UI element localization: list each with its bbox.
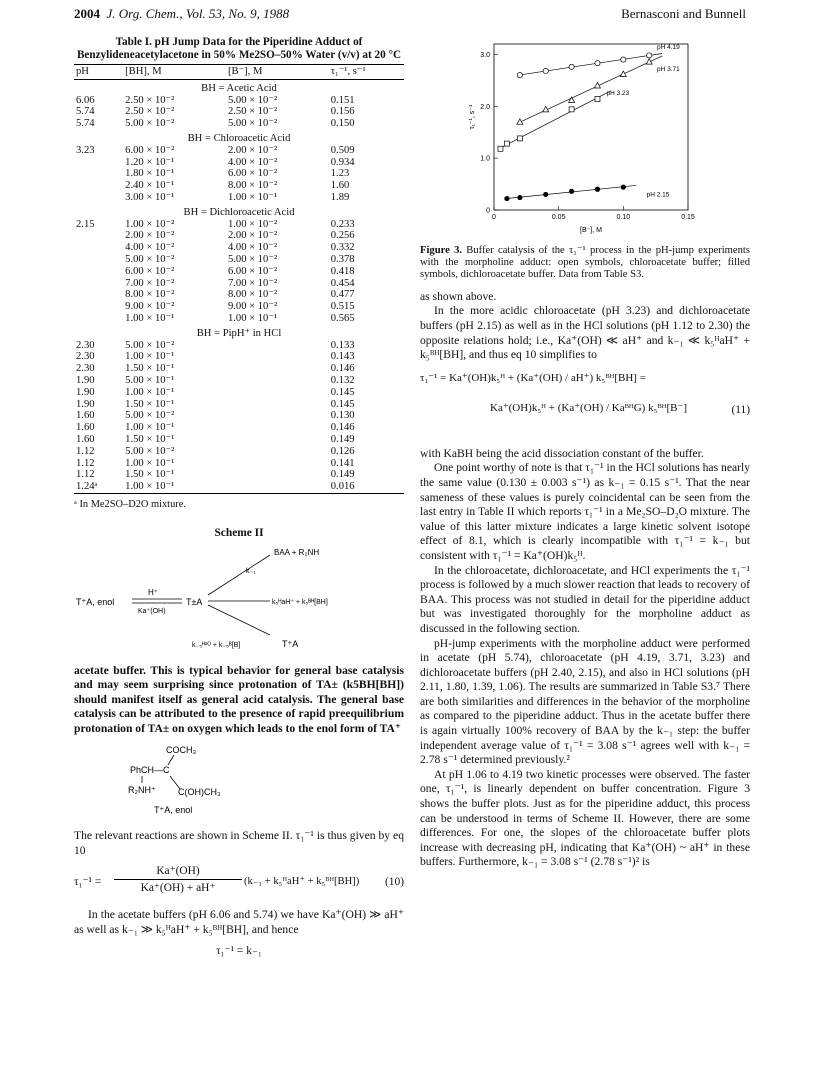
- scheme-ta-plus: T⁺A: [282, 639, 299, 650]
- table-cell: 3.23: [76, 144, 95, 156]
- x-tick-label: 0.10: [616, 214, 631, 221]
- table-cell: 0.565: [330, 312, 355, 324]
- table-row: [74, 242, 404, 254]
- table-cell: 5.00 × 10⁻²: [125, 253, 175, 265]
- table-cell: 0.151: [330, 94, 355, 106]
- data-point: [498, 146, 503, 151]
- table-cell: 0.934: [330, 156, 355, 168]
- table-cell: 6.00 × 10⁻²: [125, 144, 175, 156]
- data-point: [595, 61, 600, 66]
- table-row: [74, 95, 404, 107]
- table-row: [74, 230, 404, 242]
- table-cell: 1.00 × 10⁻²: [125, 218, 175, 230]
- table-cell: 0.145: [330, 398, 355, 410]
- data-point: [620, 71, 626, 77]
- series-line: [500, 91, 610, 148]
- table-cell: 1.12: [76, 469, 95, 481]
- table-cell: 8.00 × 10⁻²: [227, 180, 278, 192]
- y-tick-label: 1.0: [480, 155, 490, 163]
- data-point: [517, 73, 522, 78]
- table-cell: [74, 168, 123, 180]
- scheme-k-minus1: k₋₁: [246, 568, 256, 576]
- table-cell: 1.50 × 10⁻¹: [125, 398, 175, 410]
- table-cell: 0.454: [330, 277, 355, 289]
- table-cell: [226, 458, 329, 470]
- table-cell: 2.30: [76, 351, 95, 363]
- table-row: [74, 118, 404, 130]
- paragraph: At pH 1.06 to 4.19 two kinetic processes were observed. The faster one, τ₁⁻¹, is linearly dependent on buffer concentration. Figure 3 shows the buffer plots. Just as for the piperidine adduct, this process can be understood in terms of Scheme II. However, there are some differences. For one, the slopes of the chloroacetate buffer plots increase with decreasing pH, indicating that Ka⁺(OH) ~ aH⁺ in these buffers. Furthermore, k₋₁ = 3.08 s⁻¹ (2.78 s⁻¹)² is: [420, 767, 750, 869]
- table-cell: 5.00 × 10⁻²: [227, 94, 278, 106]
- table-group-title: BH = Chloroacetic Acid: [187, 132, 291, 144]
- table-row: [74, 458, 404, 470]
- table-cell: 1.00 × 10⁻²: [227, 218, 278, 230]
- y-tick-label: 2.0: [480, 103, 490, 111]
- scheme-ta-pm: T±A: [186, 597, 203, 608]
- table-cell: [226, 375, 329, 387]
- paragraph: The relevant reactions are shown in Scheme II. τ₁⁻¹ is thus given by eq 10: [74, 829, 404, 857]
- table-group-title: BH = Acetic Acid: [201, 82, 277, 94]
- series-line: [520, 53, 662, 74]
- table-cell: [226, 399, 329, 411]
- table-cell: [74, 157, 123, 169]
- table-cell: 6.00 × 10⁻²: [227, 168, 278, 180]
- table-cell: 2.30: [76, 339, 95, 351]
- table-header-cell: [B⁻], M: [226, 65, 329, 80]
- table-cell: 4.00 × 10⁻²: [125, 242, 175, 254]
- table-cell: 0.515: [330, 301, 355, 313]
- equation-11: τ₁⁻¹ = Ka⁺(OH)k₅ᴴ + (Ka⁺(OH) / aH⁺) k₅ᴮᴴ[BH] = Ka⁺(OH)k₅ᴴ + (Ka⁺(OH) / KaᴮᴴG) k₅ᴮᴴ[B⁻] (11): [420, 371, 750, 416]
- paragraph: One point worthy of note is that τ₁⁻¹ in the HCl solutions has nearly the same value (0.130 ± 0.003 s⁻¹) as k₋₁ = 0.15 s⁻¹. That the near sameness of these values is purely coincidental can be seen from the last entry in Table II which reports τ₁⁻¹ in a Me₂SO–D₂O mixture. The value of this latter mixture indicates a large kinetic solvent isotope effect of 8.1, which is clearly incompatible with τ₁⁻¹ = k₋₁ but consistent with τ₁⁻¹ = Ka⁺(OH)k₅ᴴ.: [420, 461, 750, 562]
- table-cell: 0.233: [330, 218, 355, 230]
- table-cell: 0.143: [330, 351, 355, 363]
- table-cell: 1.80 × 10⁻¹: [125, 168, 175, 180]
- table-cell: [74, 192, 123, 204]
- table-cell: 0.378: [330, 253, 355, 265]
- table-cell: 1.90: [76, 374, 95, 386]
- table-cell: 6.06: [76, 94, 95, 106]
- table-row: [74, 145, 404, 157]
- figure-3-chart: [420, 36, 750, 236]
- table-row: [74, 157, 404, 169]
- enol-structure: [74, 743, 274, 819]
- table-cell: [74, 266, 123, 278]
- table-footnote: ᵃ In Me2SO–D2O mixture.: [74, 498, 186, 510]
- table-cell: 0.132: [330, 374, 355, 386]
- figure-caption: Figure 3. Buffer catalysis of the τ₁⁻¹ process in the pH-jump experiments with the morpholine adduct: open symbols, chloroacetate buffer; filled symbols, dichloroacetate buffer. Data from Table S3.: [420, 244, 750, 281]
- table-cell: [226, 340, 329, 352]
- table-cell: 8.00 × 10⁻²: [227, 289, 278, 301]
- reaction-scheme: [74, 543, 374, 653]
- scheme-km5-terms: k₋₅ᴴ²ᴼ + k₋₅ᴮ[B]: [192, 642, 241, 650]
- data-point: [621, 57, 626, 62]
- table-row: [74, 266, 404, 278]
- paragraph: In the chloroacetate, dichloroacetate, and HCl experiments the τ₁⁻¹ process is followed by a much slower reaction that leads to recovery of BAA. This process was not studied in detail for the piperidine adduct but was investigated thoroughly for the morpholine adduct as discussed in the following section.: [420, 563, 750, 635]
- table-cell: 2.15: [76, 218, 95, 230]
- table-header-cell: τ₁⁻¹, s⁻¹: [329, 65, 404, 80]
- x-tick-label: 0.15: [681, 214, 695, 221]
- table-cell: 0.146: [330, 422, 355, 434]
- table-row: [74, 422, 404, 434]
- x-tick-label: 0: [492, 214, 496, 221]
- table-cell: [226, 481, 329, 493]
- table-row: [74, 289, 404, 301]
- table-cell: 5.00 × 10⁻¹: [125, 374, 175, 386]
- table-cell: [226, 434, 329, 446]
- table-cell: 2.00 × 10⁻²: [125, 230, 175, 242]
- table-cell: [226, 422, 329, 434]
- data-point: [543, 192, 548, 197]
- data-point: [647, 53, 652, 58]
- table-cell: 5.00 × 10⁻²: [125, 339, 175, 351]
- table-cell: 0.256: [330, 230, 355, 242]
- data-point: [595, 187, 600, 192]
- running-header: [74, 6, 746, 24]
- table-cell: [74, 289, 123, 301]
- table-cell: 0.332: [330, 242, 355, 254]
- table-row: [74, 469, 404, 481]
- table-cell: 0.141: [330, 457, 355, 469]
- table-cell: 2.30: [76, 363, 95, 375]
- table-cell: 8.00 × 10⁻²: [125, 289, 175, 301]
- data-point: [569, 107, 574, 112]
- table-header-cell: pH: [74, 65, 123, 80]
- table-cell: 1.60: [76, 410, 95, 422]
- table-cell: [226, 469, 329, 481]
- struct-label: T⁺A, enol: [154, 804, 193, 815]
- table-row: [74, 278, 404, 290]
- table-group-title: BH = PipH⁺ in HCl: [196, 327, 282, 339]
- table-cell: 5.00 × 10⁻²: [125, 445, 175, 457]
- table-cell: 1.50 × 10⁻¹: [125, 469, 175, 481]
- table-cell: 0.126: [330, 445, 355, 457]
- table-row: [74, 180, 404, 192]
- data-table: [74, 64, 404, 494]
- table-cell: 0.146: [330, 363, 355, 375]
- table-cell: 1.20 × 10⁻¹: [125, 156, 175, 168]
- table-cell: 1.60: [330, 180, 350, 192]
- table-cell: 1.00 × 10⁻¹: [125, 312, 175, 324]
- page-number: 2004: [74, 6, 100, 21]
- y-tick-label: 0: [486, 207, 490, 215]
- table-cell: 1.00 × 10⁻¹: [123, 481, 226, 493]
- table-row: [74, 168, 404, 180]
- table-row: [74, 375, 404, 387]
- data-point: [569, 189, 574, 194]
- series-line: [520, 56, 662, 122]
- table-cell: [74, 242, 123, 254]
- authors: Bernasconi and Bunnell: [621, 6, 746, 21]
- data-point: [543, 68, 548, 73]
- struct-coch3: COCH₃: [166, 744, 197, 755]
- table-row: [74, 192, 404, 204]
- x-axis-label: [B⁻], M: [580, 227, 602, 234]
- table-cell: [226, 446, 329, 458]
- scheme-k5-terms: k₅ᴴaH⁺ + k₅ᴮᴴ[BH]: [272, 599, 328, 607]
- data-point: [517, 136, 522, 141]
- paragraph: In the more acidic chloroacetate (pH 3.23) and dichloroacetate buffers (pH 2.15) as well as in the HCl solutions (pH 1.12 to 2.30) the opposite relations hold; i.e., Ka⁺(OH) ≪ aH⁺ and k₋₁ ≪ k₅ᴴaH⁺ + k₅ᴮᴴ[BH], and thus eq 10 simplifies to: [420, 304, 750, 362]
- table-row: [74, 351, 404, 363]
- table-cell: 2.50 × 10⁻²: [125, 94, 175, 106]
- table-cell: 5.74: [76, 118, 95, 130]
- table-cell: 1.00 × 10⁻¹: [125, 422, 175, 434]
- table-cell: 9.00 × 10⁻²: [227, 301, 278, 313]
- table-cell: 0.016: [329, 481, 404, 493]
- table-cell: 1.24ᵃ: [74, 481, 123, 493]
- table-row: [74, 313, 404, 325]
- table-cell: 1.23: [330, 168, 350, 180]
- table-row: [74, 387, 404, 399]
- table-cell: 0.149: [330, 433, 355, 445]
- table-cell: 1.60: [76, 422, 95, 434]
- table-cell: 5.00 × 10⁻²: [125, 118, 175, 130]
- table-cell: 1.60: [76, 433, 95, 445]
- table-row: [74, 399, 404, 411]
- struct-phch: PhCH—C: [130, 764, 170, 775]
- table-cell: 1.00 × 10⁻¹: [125, 351, 175, 363]
- table-row: [74, 446, 404, 458]
- struct-coh: C(OH)CH₃: [178, 786, 221, 797]
- scheme-arrow: [208, 605, 270, 635]
- table-cell: 5.00 × 10⁻²: [227, 253, 278, 265]
- table-cell: 2.00 × 10⁻²: [227, 230, 278, 242]
- table-cell: 9.00 × 10⁻²: [125, 301, 175, 313]
- table-cell: [226, 351, 329, 363]
- paragraph: with KaBH being the acid dissociation constant of the buffer.: [420, 446, 704, 460]
- table-cell: 3.00 × 10⁻¹: [125, 191, 175, 203]
- table-cell: 1.00 × 10⁻¹: [125, 386, 175, 398]
- paragraph: pH-jump experiments with the morpholine adduct were performed in acetate (pH 5.74), chloroacetate (pH 4.19, 3.71, 3.23) and dichloroacetate buffers (pH 2.40, 2.15), and also in HCl solutions (pH 2.11, 1.80, 1.39, 1.06). The results are summarized in Table S3.⁷ There are both similarities and differences in the behavior of the morpholine as compared to the piperidine adduct. Thus in the acetate buffer there is again virtually 100% recovery of BAA by the k₋₁ step: the buffer independent average value of τ₁⁻¹ = 3.08 s⁻¹ agrees well with k₋₁ = 2.78 s⁻¹ determined previously.²: [420, 636, 750, 767]
- table-cell: [226, 387, 329, 399]
- data-point: [569, 97, 575, 103]
- table-cell: [74, 313, 123, 325]
- table-cell: 5.00 × 10⁻²: [227, 118, 278, 130]
- table-cell: [74, 301, 123, 313]
- table-row: [74, 340, 404, 352]
- table-cell: 1.00 × 10⁻¹: [125, 457, 175, 469]
- table-row: [74, 219, 404, 231]
- data-point: [569, 64, 574, 69]
- right-column: [420, 36, 750, 870]
- table-group-title: BH = Dichloroacetic Acid: [183, 206, 295, 218]
- journal-citation: J. Org. Chem., Vol. 53, No. 9, 1988: [106, 6, 290, 21]
- data-point: [517, 195, 522, 200]
- table-cell: 4.00 × 10⁻²: [227, 242, 278, 254]
- table-row: [74, 106, 404, 118]
- table-cell: 6.00 × 10⁻²: [227, 265, 278, 277]
- table-cell: 0.477: [330, 289, 355, 301]
- table-cell: 5.74: [76, 106, 95, 118]
- table-cell: [74, 254, 123, 266]
- table-cell: 7.00 × 10⁻²: [125, 277, 175, 289]
- series-label: pH 2.15: [646, 191, 670, 199]
- scheme-arrow: [208, 555, 270, 595]
- table-cell: 0.418: [330, 265, 355, 277]
- table-cell: 0.150: [330, 118, 355, 130]
- scheme-ka-oh: Ka⁺(OH): [138, 608, 166, 616]
- paragraph: In the acetate buffers (pH 6.06 and 5.74) we have Ka⁺(OH) ≫ aH⁺ as well as k₋₁ ≫ k₅ᴴaH⁺ + k₅ᴮᴴ[BH], and hence: [74, 908, 404, 937]
- table-row: [74, 481, 404, 493]
- table-cell: [74, 180, 123, 192]
- table-cell: [74, 278, 123, 290]
- data-point: [504, 196, 509, 201]
- table-cell: 0.145: [330, 386, 355, 398]
- table-cell: 1.50 × 10⁻¹: [125, 433, 175, 445]
- table-cell: 0.509: [330, 144, 355, 156]
- series-label: pH 3.23: [606, 89, 630, 97]
- struct-r2nh: R₂NH⁺: [128, 784, 156, 795]
- x-tick-label: 0.05: [551, 214, 566, 221]
- y-axis-label: τ₁⁻¹, s⁻¹: [469, 104, 476, 130]
- data-point: [621, 185, 626, 190]
- data-point: [504, 141, 509, 146]
- table-header-cell: [BH], M: [123, 65, 226, 80]
- equation-10: τ₁⁻¹ = Ka⁺(OH) Ka⁺(OH) + aH⁺ (k₋₁ + k₅ᴴaH⁺ + k₅ᴮᴴ[BH]) (10): [74, 865, 404, 895]
- table-caption: Table I. pH Jump Data for the Piperidine Adduct of Benzylideneacetylacetone in 50% Me2SO–50% Water (v/v) at 20 °C: [76, 36, 402, 61]
- table-cell: 2.00 × 10⁻²: [227, 144, 278, 156]
- table-cell: 1.90: [76, 398, 95, 410]
- table-cell: 2.50 × 10⁻²: [227, 106, 278, 118]
- table-cell: 2.40 × 10⁻¹: [125, 180, 175, 192]
- table-row: [74, 254, 404, 266]
- table-cell: [226, 410, 329, 422]
- left-column: [74, 36, 404, 964]
- paragraph: as shown above.: [420, 289, 497, 303]
- series-label: pH 4.19: [656, 44, 680, 52]
- table-cell: 1.00 × 10⁻¹: [227, 312, 278, 324]
- table-cell: 1.89: [330, 191, 350, 203]
- table-row: [74, 301, 404, 313]
- scheme-title: Scheme II: [214, 527, 264, 540]
- scheme-ta-enol: T⁺A, enol: [76, 597, 115, 608]
- paragraph: acetate buffer. This is typical behavior for general base catalysis and may seem surprising since protonation of TA± (k5BH[BH]) should manifest itself as general acid catalysis. The general base catalysis can be attributed to the presence of rapid preequilibrium protonation of TA± on oxygen which leads to the enol form of TA⁺: [74, 663, 404, 736]
- scheme-h-plus: H⁺: [148, 588, 158, 598]
- series-label: pH 3.71: [656, 65, 680, 73]
- table-cell: 0.130: [330, 410, 355, 422]
- equation-simple: τ₁⁻¹ = k₋₁: [216, 944, 262, 957]
- table-cell: 1.00 × 10⁻¹: [227, 191, 278, 203]
- table-cell: 2.50 × 10⁻²: [125, 106, 175, 118]
- table-cell: 1.12: [76, 445, 95, 457]
- table-cell: 4.00 × 10⁻²: [227, 156, 278, 168]
- table-cell: 1.50 × 10⁻¹: [125, 363, 175, 375]
- table-row: [74, 410, 404, 422]
- table-cell: [74, 230, 123, 242]
- table-row: [74, 363, 404, 375]
- table-cell: 7.00 × 10⁻²: [227, 277, 278, 289]
- table-cell: 6.00 × 10⁻²: [125, 265, 175, 277]
- table-cell: [226, 363, 329, 375]
- table-cell: 1.12: [76, 457, 95, 469]
- table-cell: 0.133: [330, 339, 355, 351]
- table-cell: 0.149: [330, 469, 355, 481]
- table-row: [74, 434, 404, 446]
- data-point: [595, 96, 600, 101]
- table-cell: 5.00 × 10⁻²: [125, 410, 175, 422]
- y-tick-label: 3.0: [480, 51, 490, 59]
- table-cell: 1.90: [76, 386, 95, 398]
- scheme-baa: BAA + R₂NH: [274, 548, 320, 558]
- table-cell: 0.156: [330, 106, 355, 118]
